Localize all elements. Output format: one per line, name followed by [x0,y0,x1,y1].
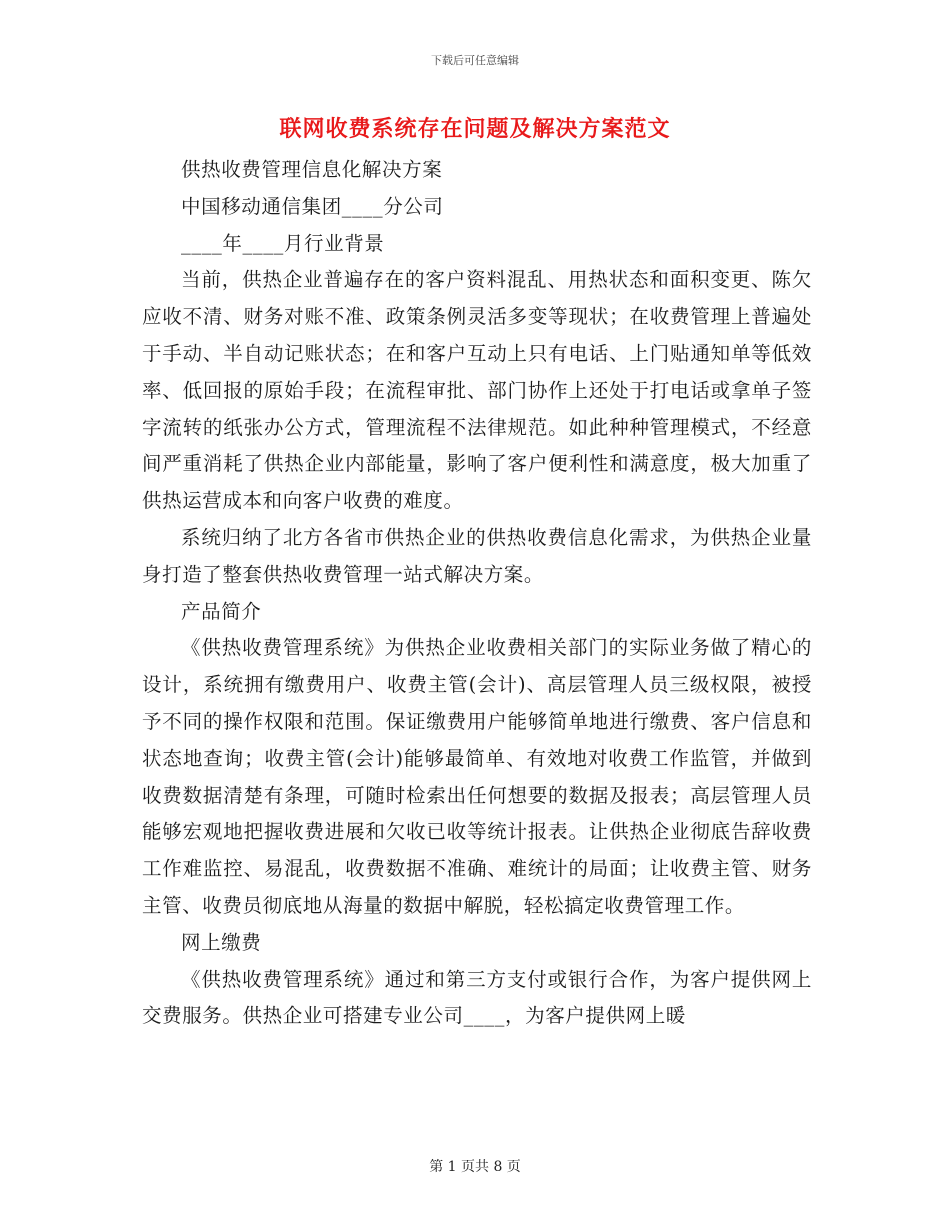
document-body [142,152,812,1035]
paragraph-company: 中国移动通信集团____分公司 [181,194,444,218]
section-heading-product-intro: 产品简介 [181,599,262,623]
paragraph-current-situation: 当前，供热企业普遍存在的客户资料混乱、用热状态和面积变更、陈欠应收不清、财务对账不准、政策条例灵活多变等现状；在收费管理上普遍处于手动、半自动记账状态；在和客户互动上只有电话、上门贴通知单等低效率、低回报的原始手段；在流程审批、部门协作上还处于打电话或拿单子签字流转的纸张办公方式，管理流程不法律规范。如此种种管理模式，不经意间严重消耗了供热企业内部能量，影响了客户便利性和满意度，极大加重了供热运营成本和向客户收费的难度。 [142,268,812,513]
section-heading-online-payment: 网上缴费 [181,930,262,954]
paragraph-date-background: ____年____月行业背景 [181,231,385,255]
paragraph-product-intro: 《供热收费管理系统》为供热企业收费相关部门的实际业务做了精心的设计，系统拥有缴费用户、收费主管(会计)、高层管理人员三级权限，被授予不同的操作权限和范围。保证缴费用户能够简单地进行缴费、客户信息和状态地查询；收费主管(会计)能够最简单、有效地对收费工作监管，并做到收费数据清楚有条理，可随时检索出任何想要的数据及报表；高层管理人员能够宏观地把握收费进展和欠收已收等统计报表。让供热企业彻底告辞收费工作难监控、易混乱，收费数据不准确、难统计的局面；让收费主管、财务主管、收费员彻底地从海量的数据中解脱，轻松搞定收费管理工作。 [142,636,812,917]
document-title: 联网收费系统存在问题及解决方案范文 [279,116,671,142]
paragraph-subtitle: 供热收费管理信息化解决方案 [181,158,443,181]
paragraph-online-payment: 《供热收费管理系统》通过和第三方支付或银行合作，为客户提供网上交费服务。供热企业可搭建专业公司____，为客户提供网上暖 [142,967,812,1028]
page-number: 第 1 页共 8 页 [429,1159,521,1175]
page-header-note: 下载后可任意编辑 [431,54,519,67]
paragraph-system-summary: 系统归纳了北方各省市供热企业的供热收费信息化需求，为供热企业量身打造了整套供热收费管理一站式解决方案。 [142,525,812,586]
